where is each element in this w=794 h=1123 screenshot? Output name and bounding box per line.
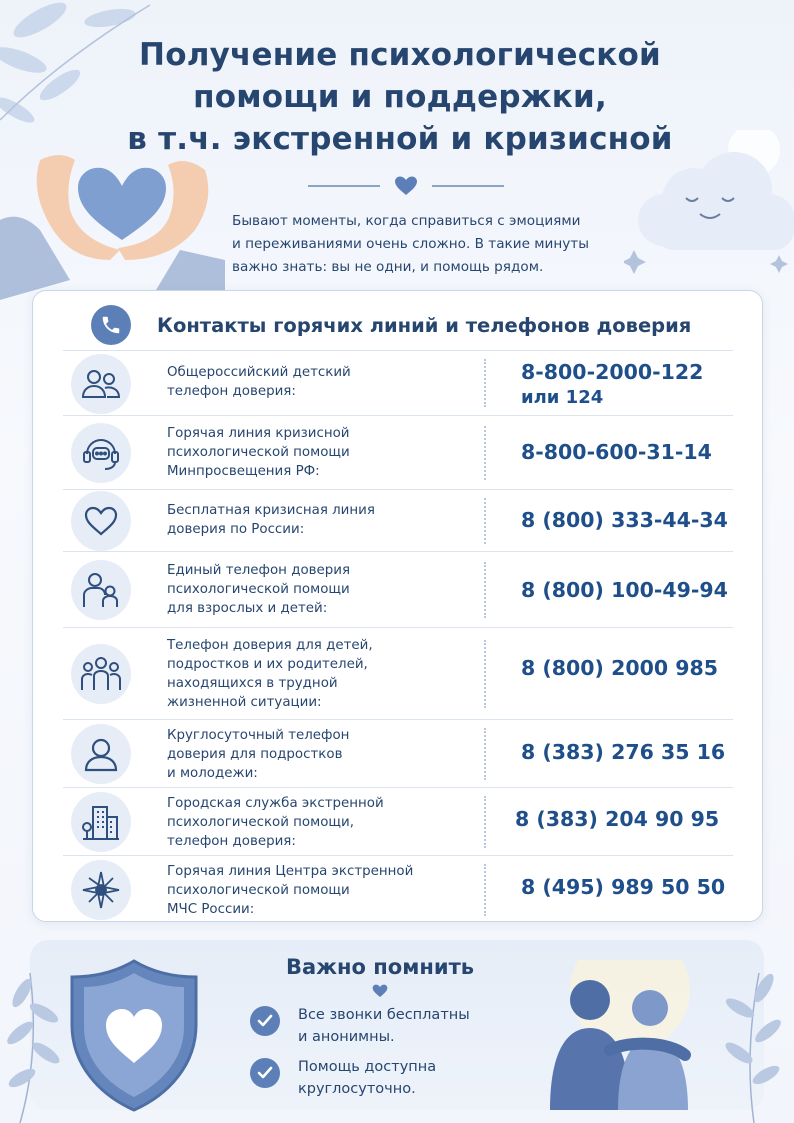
- intro-text: [232, 210, 632, 279]
- phone-number[interactable]: 8 (495) 989 50 50: [521, 875, 726, 899]
- contact-label: Общероссийский детский телефон доверия:: [167, 365, 351, 399]
- remember-title: Важно помнить: [285, 955, 475, 979]
- heart-icon: [372, 984, 388, 998]
- city-buildings-icon: [71, 792, 131, 852]
- phone-number[interactable]: 8 (800) 2000 985: [521, 656, 719, 680]
- intro-line-3: важно знать: вы не одни, и помощь рядом.: [232, 259, 544, 275]
- contact-row: [63, 551, 733, 627]
- remember-item: Все звонки бесплатны и анонимны.: [250, 1004, 470, 1048]
- contact-row: [63, 350, 733, 415]
- contact-label: Городская служба экстренной психологической помощи, телефон доверия:: [167, 796, 384, 849]
- contact-row: [63, 855, 733, 923]
- title-divider: [308, 176, 504, 196]
- leaves-decoration: [684, 953, 794, 1123]
- contact-label: Телефон доверия для детей, подростков и их родителей, находящихся в трудной жизненной ситуации:: [167, 638, 373, 710]
- shield-heart-illustration: [64, 955, 204, 1115]
- phone-number[interactable]: 8 (383) 276 35 16: [521, 740, 726, 764]
- contact-label: Круглосуточный телефон доверия для подростков и молодежи:: [167, 728, 350, 781]
- title-line-3: в т.ч. экстренной и кризисной: [127, 121, 673, 157]
- phone-number[interactable]: 8-800-600-31-14: [521, 440, 712, 464]
- contacts-header: [91, 305, 691, 345]
- two-people-icon: [71, 354, 131, 414]
- contact-row: [63, 489, 733, 551]
- phone-number[interactable]: 8 (800) 333-44-34: [521, 508, 728, 532]
- person-icon: [71, 724, 131, 784]
- phone-number[interactable]: 8 (800) 100-49-94: [521, 578, 728, 602]
- smiling-cloud-illustration: [624, 130, 794, 280]
- check-icon: [250, 1058, 280, 1088]
- phone-icon: [91, 305, 131, 345]
- contact-label: Единый телефон доверия психологической помощи для взрослых и детей:: [167, 563, 351, 616]
- contact-row: [63, 627, 733, 719]
- contact-label: Горячая линия Центра экстренной психологической помощи МЧС России:: [167, 864, 414, 917]
- remember-item: Помощь доступна круглосуточно.: [250, 1056, 436, 1100]
- hands-heart-illustration: [0, 130, 225, 300]
- contacts-card: [32, 290, 763, 922]
- title-line-2: помощи и поддержки,: [193, 79, 607, 115]
- contact-label: Бесплатная кризисная линия доверия по России:: [167, 503, 375, 537]
- phone-number[interactable]: 8-800-2000-122 или 124: [521, 360, 704, 408]
- title-line-1: Получение психологической: [139, 37, 661, 73]
- family-icon: [71, 644, 131, 704]
- headset-icon: [71, 423, 131, 483]
- heart-icon: [394, 176, 418, 196]
- phone-number[interactable]: 8 (383) 204 90 95: [515, 807, 720, 831]
- contact-label: Горячая линия кризисной психологической помощи Минпросвещения РФ:: [167, 426, 350, 479]
- contacts-title: Контакты горячих линий и телефонов доверия: [157, 313, 692, 337]
- intro-line-2: и переживаниями очень сложно. В такие минуты: [232, 236, 589, 252]
- check-icon: [250, 1006, 280, 1036]
- heart-icon: [71, 491, 131, 551]
- contacts-list: [63, 350, 733, 923]
- parent-child-icon: [71, 560, 131, 620]
- intro-line-1: Бывают моменты, когда справиться с эмоциями: [232, 213, 581, 229]
- contact-row: [63, 719, 733, 787]
- contact-row: [63, 787, 733, 855]
- contact-row: [63, 415, 733, 489]
- mchs-star-icon: [71, 860, 131, 920]
